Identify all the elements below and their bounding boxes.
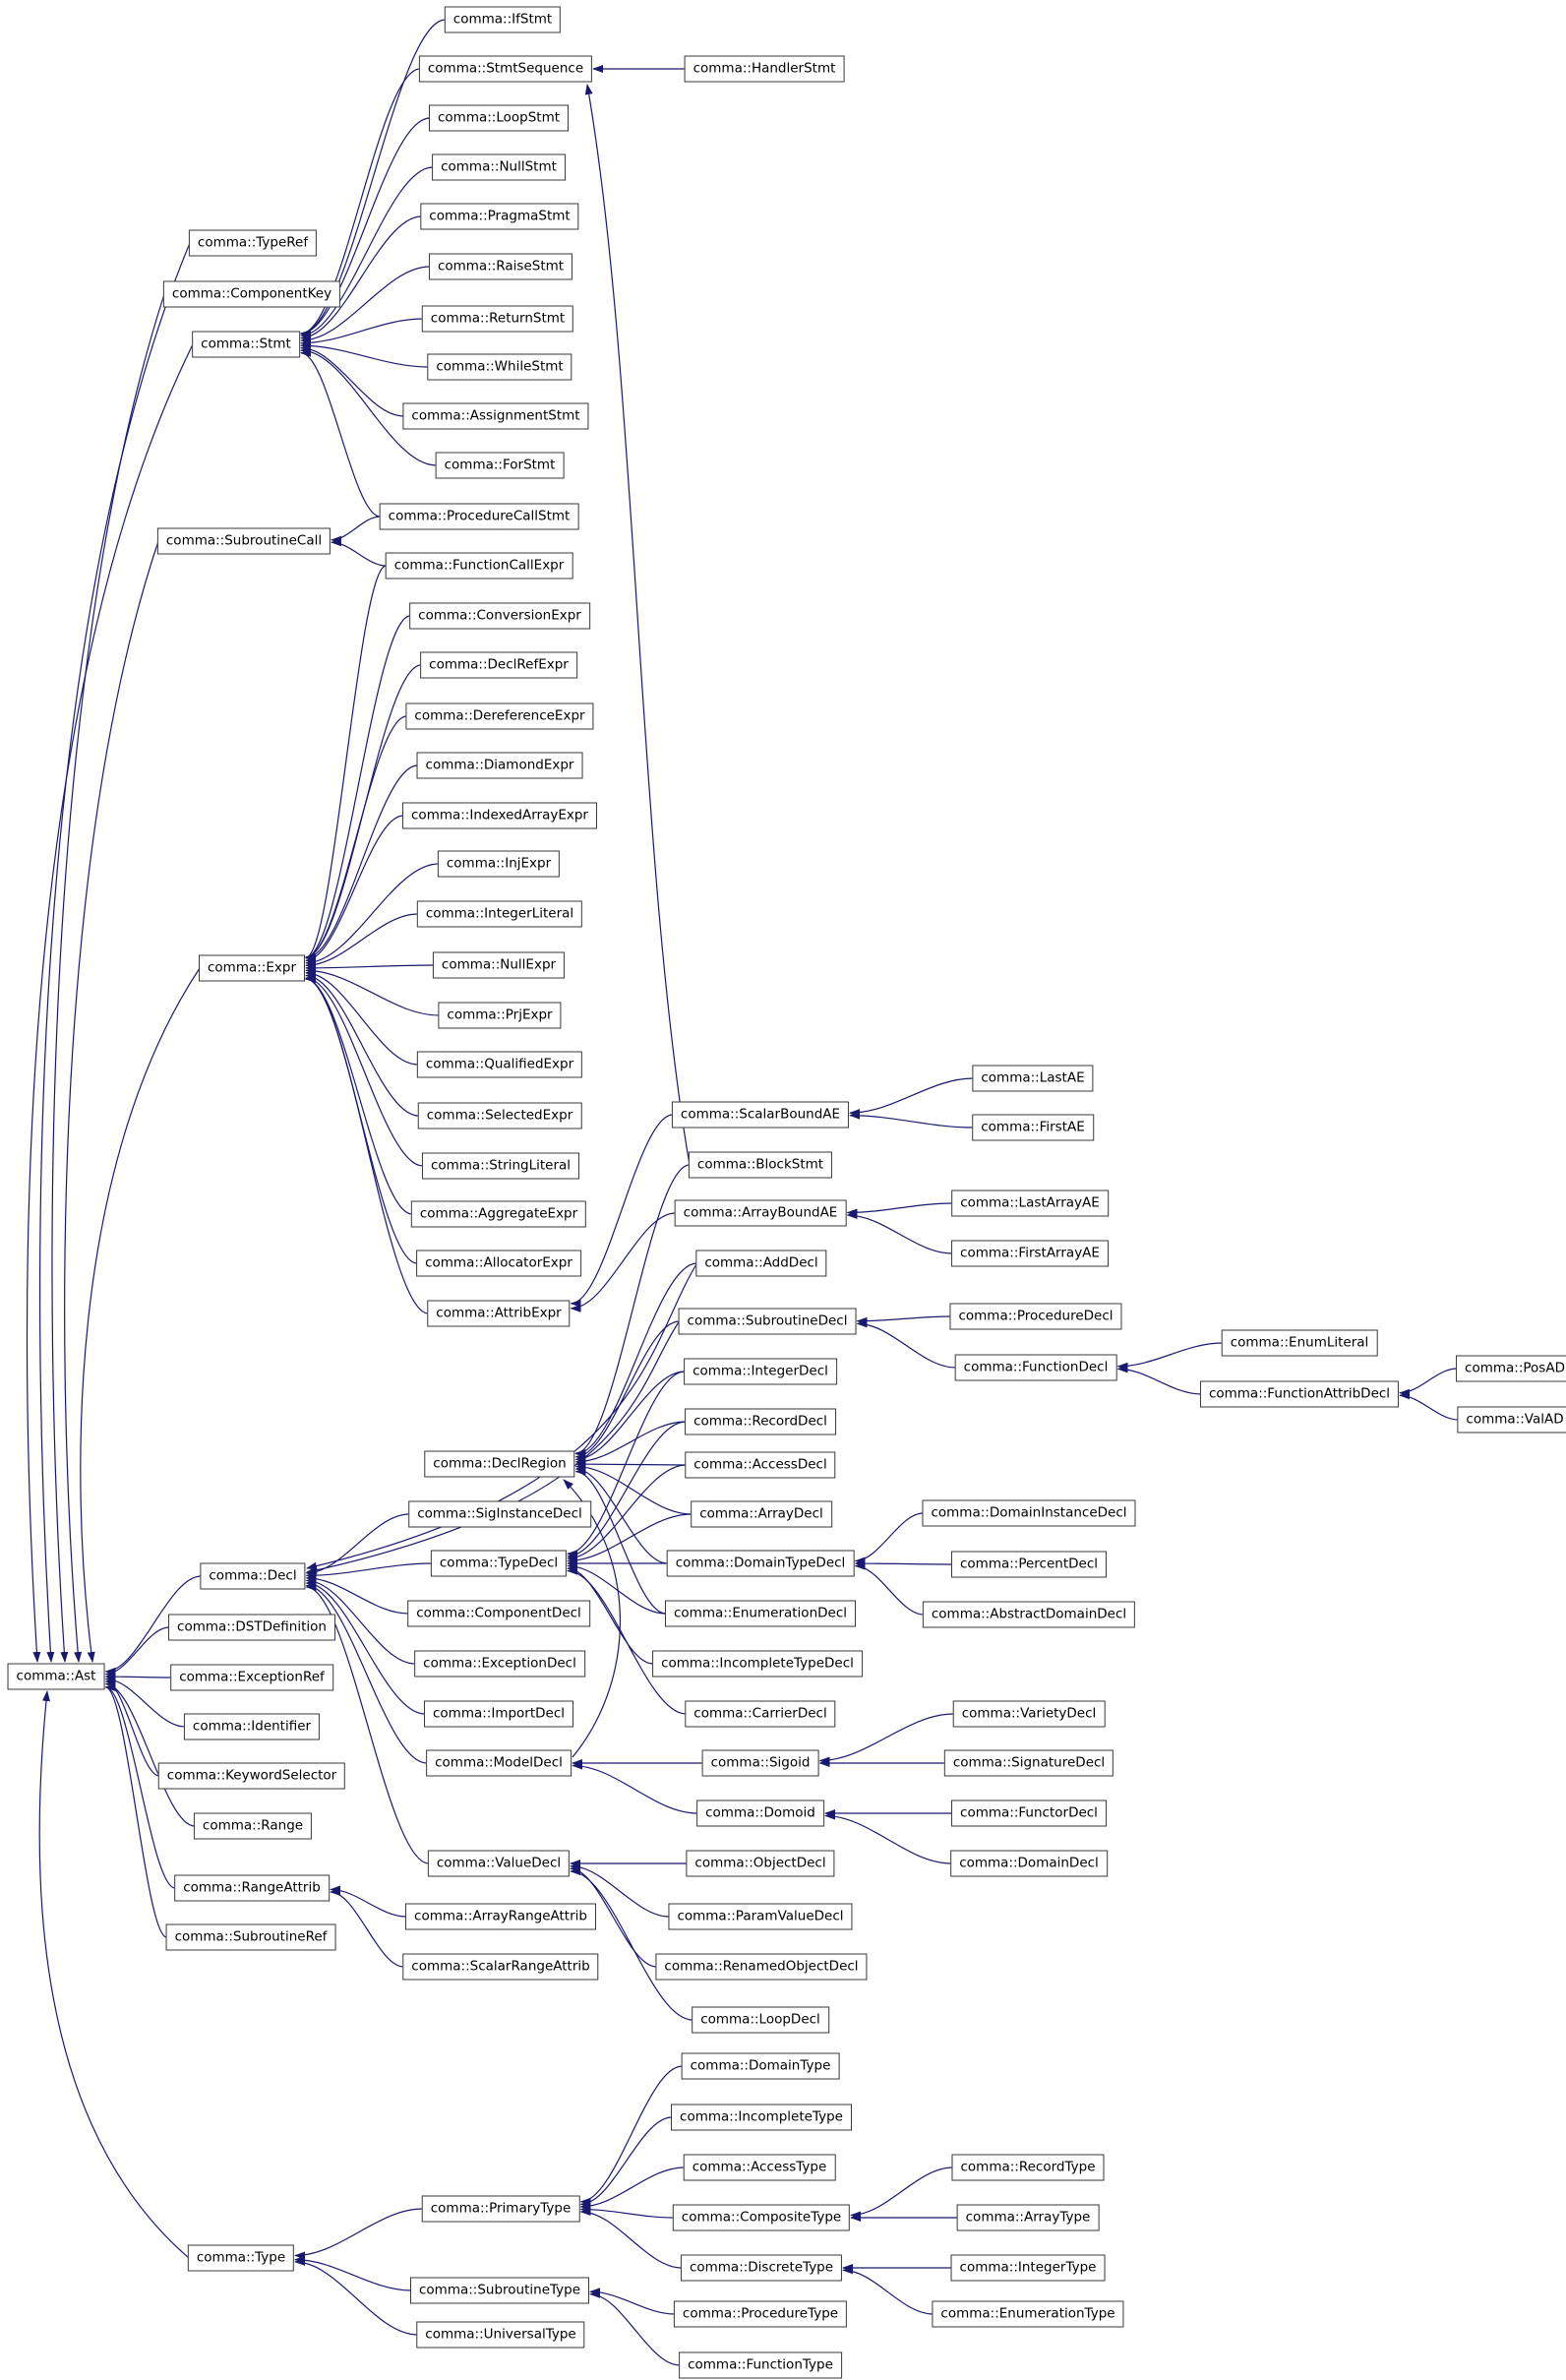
class-node-PrimaryType[interactable]: comma::PrimaryType [422,2196,580,2223]
class-node-PercentDecl[interactable]: comma::PercentDecl [951,1552,1107,1578]
inheritance-edge-ArrayDecl-to-DeclRegion [576,1467,693,1514]
class-node-ProcedureDecl[interactable]: comma::ProcedureDecl [949,1304,1121,1330]
inheritance-edge-EnumerationType-to-DiscreteType [843,2270,934,2314]
class-node-RaiseStmt[interactable]: comma::RaiseStmt [429,254,572,280]
class-node-ArrayType[interactable]: comma::ArrayType [957,2205,1100,2231]
class-node-EnumerationDecl[interactable]: comma::EnumerationDecl [665,1601,856,1627]
class-node-StringLiteral[interactable]: comma::StringLiteral [422,1153,579,1180]
class-node-Identifier[interactable]: comma::Identifier [184,1714,320,1740]
inheritance-edge-ProcedureDecl-to-SubroutineDecl [858,1316,951,1321]
class-node-ImportDecl[interactable]: comma::ImportDecl [424,1701,573,1728]
inheritance-edge-LastArrayAE-to-ArrayBoundAE [848,1203,953,1213]
class-node-Ast[interactable]: comma::Ast [8,1664,105,1690]
inheritance-edge-PrimaryType-to-Type [295,2209,423,2256]
class-node-Sigoid[interactable]: comma::Sigoid [702,1750,819,1777]
inheritance-edge-CompositeType-to-PrimaryType [581,2209,675,2218]
inheritance-edge-FirstArrayAE-to-ArrayBoundAE [848,1215,953,1253]
class-node-DeclRegion[interactable]: comma::DeclRegion [424,1451,574,1478]
class-node-IndexedArrayExpr[interactable]: comma::IndexedArrayExpr [402,803,597,829]
class-node-SubroutineType[interactable]: comma::SubroutineType [410,2278,589,2304]
class-node-CompositeType[interactable]: comma::CompositeType [673,2205,850,2231]
inheritance-edge-TypeDecl-to-Decl [307,1563,433,1575]
class-node-Type[interactable]: comma::Type [188,2245,294,2272]
inheritance-edge-DomainType-to-PrimaryType [581,2066,683,2202]
inheritance-edge-FirstAE-to-ScalarBoundAE [850,1116,973,1128]
class-node-SubroutineRef[interactable]: comma::SubroutineRef [166,1924,336,1951]
class-node-CarrierDecl[interactable]: comma::CarrierDecl [685,1701,835,1728]
class-node-StmtSequence[interactable]: comma::StmtSequence [419,56,592,83]
class-node-ArrayBoundAE[interactable]: comma::ArrayBoundAE [675,1200,847,1227]
class-node-FunctorDecl[interactable]: comma::FunctorDecl [951,1800,1107,1827]
class-node-LoopDecl[interactable]: comma::LoopDecl [692,2007,829,2034]
class-node-DSTDefinition[interactable]: comma::DSTDefinition [168,1615,335,1641]
class-node-DiscreteType[interactable]: comma::DiscreteType [681,2255,842,2282]
class-node-FunctionDecl[interactable]: comma::FunctionDecl [955,1355,1117,1381]
class-node-FunctionType[interactable]: comma::FunctionType [679,2352,842,2379]
class-node-ConversionExpr[interactable]: comma::ConversionExpr [409,603,590,630]
class-node-DomainType[interactable]: comma::DomainType [682,2053,840,2080]
inheritance-edge-FunctionAttribDecl-to-FunctionDecl [1118,1369,1202,1394]
inheritance-edge-FunctionCallExpr-to-Expr [306,566,387,957]
class-node-EnumLiteral[interactable]: comma::EnumLiteral [1222,1330,1378,1357]
inheritance-edge-AssignmentStmt-to-Stmt [301,348,404,416]
inheritance-edge-ValAD-to-FunctionAttribDecl [1400,1395,1459,1420]
class-node-ScalarBoundAE[interactable]: comma::ScalarBoundAE [672,1102,849,1129]
inheritance-edge-AccessType-to-PrimaryType [581,2167,685,2207]
inheritance-edge-Domoid-to-ModelDecl [572,1766,697,1813]
class-node-PrjExpr[interactable]: comma::PrjExpr [438,1003,561,1029]
inheritance-edge-AddDecl-to-DeclRegion [576,1263,697,1454]
inheritance-edge-NullExpr-to-Expr [306,965,434,968]
class-node-SigInstanceDecl[interactable]: comma::SigInstanceDecl [408,1501,591,1528]
class-node-ForStmt[interactable]: comma::ForStmt [436,453,565,479]
inheritance-edge-FunctionCallExpr-to-SubroutineCall [331,542,387,566]
inheritance-edge-AbstractDomainDecl-to-DomainTypeDecl [856,1566,925,1615]
class-node-AccessDecl[interactable]: comma::AccessDecl [685,1452,835,1479]
inheritance-edge-LastAE-to-ScalarBoundAE [850,1078,974,1113]
class-node-QualifiedExpr[interactable]: comma::QualifiedExpr [417,1052,582,1078]
inheritance-edge-SubroutineType-to-Type [295,2260,411,2290]
class-node-PosAD[interactable]: comma::PosAD [1456,1356,1566,1382]
inheritance-edge-FunctionType-to-SubroutineType [590,2294,680,2365]
inheritance-edge-DomainInstanceDecl-to-DomainTypeDecl [856,1513,924,1560]
inheritance-edge-BlockStmt-to-StmtSequence [587,85,690,1165]
inheritance-edge-EnumLiteral-to-FunctionDecl [1118,1343,1223,1367]
class-node-SubroutineDecl[interactable]: comma::SubroutineDecl [679,1309,857,1335]
inheritance-edge-RecordDecl-to-DeclRegion [576,1422,687,1462]
class-node-DomainDecl[interactable]: comma::DomainDecl [950,1851,1108,1877]
inheritance-edge-ProcedureCallStmt-to-SubroutineCall [331,517,381,540]
class-node-HandlerStmt[interactable]: comma::HandlerStmt [685,56,845,83]
class-node-FirstArrayAE[interactable]: comma::FirstArrayAE [951,1241,1109,1267]
inheritance-edge-ComponentDecl-to-Decl [307,1578,409,1614]
inheritance-edge-DiscreteType-to-PrimaryType [581,2212,683,2268]
class-node-ExceptionDecl[interactable]: comma::ExceptionDecl [414,1651,585,1678]
inheritance-edge-SubroutineDecl-to-Decl [307,1321,680,1572]
inheritance-edge-AttribExpr-to-Expr [306,979,429,1313]
inheritance-edge-PercentDecl-to-DomainTypeDecl [856,1563,953,1564]
class-node-AllocatorExpr[interactable]: comma::AllocatorExpr [416,1251,581,1277]
inheritance-edge-LoopDecl-to-ValueDecl [571,1871,693,2020]
class-node-RenamedObjectDecl[interactable]: comma::RenamedObjectDecl [655,1954,867,1981]
inheritance-edge-ArrayBoundAE-to-AttribExpr [572,1213,676,1309]
class-node-AddDecl[interactable]: comma::AddDecl [695,1251,826,1277]
inheritance-edge-AccessDecl-to-DeclRegion [576,1464,687,1465]
class-node-ComponentKey[interactable]: comma::ComponentKey [163,281,340,308]
class-node-AttribExpr[interactable]: comma::AttribExpr [427,1301,570,1327]
class-node-FunctionAttribDecl[interactable]: comma::FunctionAttribDecl [1200,1381,1399,1408]
class-node-BlockStmt[interactable]: comma::BlockStmt [689,1152,832,1179]
inheritance-edge-UniversalType-to-Type [295,2262,418,2335]
class-node-VarietyDecl[interactable]: comma::VarietyDecl [953,1701,1106,1728]
class-node-SubroutineCall[interactable]: comma::SubroutineCall [157,528,331,555]
inheritance-edge-FunctionDecl-to-SubroutineDecl [858,1323,956,1368]
inheritance-edge-DSTDefinition-to-Ast [106,1627,170,1675]
class-node-ArrayDecl[interactable]: comma::ArrayDecl [691,1501,832,1528]
class-node-PragmaStmt[interactable]: comma::PragmaStmt [420,204,578,230]
inheritance-edge-StringLiteral-to-Expr [306,978,423,1166]
class-node-ScalarRangeAttrib[interactable]: comma::ScalarRangeAttrib [402,1954,598,1981]
class-node-DomainTypeDecl[interactable]: comma::DomainTypeDecl [667,1551,855,1577]
class-node-Range[interactable]: comma::Range [194,1813,312,1840]
class-node-ProcedureType[interactable]: comma::ProcedureType [674,2301,847,2328]
class-node-ParamValueDecl[interactable]: comma::ParamValueDecl [668,1904,852,1930]
class-node-NullStmt[interactable]: comma::NullStmt [432,154,566,181]
inheritance-edge-BlockStmt-to-DeclRegion [576,1165,691,1453]
class-node-Stmt[interactable]: comma::Stmt [192,332,300,358]
class-node-RangeAttrib[interactable]: comma::RangeAttrib [174,1875,330,1902]
inheritance-edge-VarietyDecl-to-Sigoid [820,1714,954,1761]
class-node-AccessType[interactable]: comma::AccessType [684,2155,836,2181]
class-node-InjExpr[interactable]: comma::InjExpr [438,851,560,878]
inheritance-edge-ProcedureCallStmt-to-Stmt [301,353,381,517]
class-node-EnumerationType[interactable]: comma::EnumerationType [932,2301,1123,2328]
class-node-TypeRef[interactable]: comma::TypeRef [189,230,317,257]
class-node-ModelDecl[interactable]: comma::ModelDecl [426,1750,572,1777]
inheritance-edge-ProcedureType-to-SubroutineType [590,2291,675,2314]
class-node-WhileStmt[interactable]: comma::WhileStmt [427,354,572,381]
inheritance-edge-RecordType-to-CompositeType [851,2167,953,2215]
class-node-RecordType[interactable]: comma::RecordType [951,2155,1104,2181]
inheritance-edge-DiamondExpr-to-Expr [306,765,418,958]
inheritance-edge-KeywordSelector-to-Ast [106,1681,160,1776]
class-node-FirstAE[interactable]: comma::FirstAE [972,1115,1094,1141]
class-node-Expr[interactable]: comma::Expr [199,955,305,982]
class-node-Domoid[interactable]: comma::Domoid [696,1800,824,1827]
inheritance-edge-Expr-to-Ast [81,968,200,1662]
class-node-IncompleteTypeDecl[interactable]: comma::IncompleteTypeDecl [652,1651,863,1678]
class-node-LastArrayAE[interactable]: comma::LastArrayAE [951,1190,1109,1217]
inheritance-edge-QualifiedExpr-to-Expr [306,973,418,1065]
class-node-FunctionCallExpr[interactable]: comma::FunctionCallExpr [386,553,573,580]
class-node-ReturnStmt[interactable]: comma::ReturnStmt [422,306,573,333]
class-node-TypeDecl[interactable]: comma::TypeDecl [431,1551,567,1577]
class-node-ValAD[interactable]: comma::ValAD [1457,1407,1566,1434]
class-node-KeywordSelector[interactable]: comma::KeywordSelector [158,1763,345,1790]
inheritance-edge-ScalarRangeAttrib-to-RangeAttrib [331,1892,404,1967]
class-node-ComponentDecl[interactable]: comma::ComponentDecl [407,1601,590,1627]
inheritance-edge-ArrayRangeAttrib-to-RangeAttrib [331,1889,406,1917]
class-node-IntegerDecl[interactable]: comma::IntegerDecl [684,1359,837,1385]
class-node-IfStmt[interactable]: comma::IfStmt [445,7,561,33]
class-node-NullExpr[interactable]: comma::NullExpr [433,952,565,979]
class-node-SignatureDecl[interactable]: comma::SignatureDecl [944,1750,1114,1777]
inheritance-edge-TypeRef-to-Ast [40,243,190,1662]
class-node-DereferenceExpr[interactable]: comma::DereferenceExpr [405,703,593,730]
class-node-ObjectDecl[interactable]: comma::ObjectDecl [686,1851,834,1877]
class-node-DomainInstanceDecl[interactable]: comma::DomainInstanceDecl [922,1500,1135,1527]
inheritance-edge-DomainDecl-to-Domoid [825,1816,951,1863]
class-node-Decl[interactable]: comma::Decl [200,1563,305,1590]
inheritance-edge-PrjExpr-to-Expr [306,970,440,1015]
class-node-ValueDecl[interactable]: comma::ValueDecl [428,1851,570,1877]
inheritance-edge-NullStmt-to-Stmt [301,167,433,336]
class-node-SelectedExpr[interactable]: comma::SelectedExpr [418,1103,582,1129]
class-node-UniversalType[interactable]: comma::UniversalType [416,2322,584,2349]
class-node-IncompleteType[interactable]: comma::IncompleteType [671,2105,852,2131]
class-node-AssignmentStmt[interactable]: comma::AssignmentStmt [402,403,588,430]
inheritance-edge-ComponentKey-to-Ast [52,294,164,1662]
inheritance-edge-ExceptionRef-to-Ast [106,1677,172,1678]
class-node-ProcedureCallStmt[interactable]: comma::ProcedureCallStmt [380,504,579,530]
class-node-DiamondExpr[interactable]: comma::DiamondExpr [417,753,583,779]
class-node-IntegerLiteral[interactable]: comma::IntegerLiteral [417,901,582,928]
class-node-DeclRefExpr[interactable]: comma::DeclRefExpr [420,652,577,679]
inheritance-edge-SubroutineRef-to-Ast [106,1687,167,1937]
class-node-IntegerType[interactable]: comma::IntegerType [951,2255,1106,2282]
class-node-AbstractDomainDecl[interactable]: comma::AbstractDomainDecl [923,1602,1135,1628]
class-node-AggregateExpr[interactable]: comma::AggregateExpr [411,1201,586,1228]
inheritance-edge-CarrierDecl-to-TypeDecl [568,1571,687,1714]
class-node-LastAE[interactable]: comma::LastAE [972,1066,1093,1092]
inheritance-edge-PosAD-to-FunctionAttribDecl [1400,1369,1457,1393]
class-node-LoopStmt[interactable]: comma::LoopStmt [429,105,569,132]
class-node-ExceptionRef[interactable]: comma::ExceptionRef [170,1665,333,1691]
class-node-RecordDecl[interactable]: comma::RecordDecl [685,1409,836,1435]
class-node-ArrayRangeAttrib[interactable]: comma::ArrayRangeAttrib [405,1904,596,1930]
